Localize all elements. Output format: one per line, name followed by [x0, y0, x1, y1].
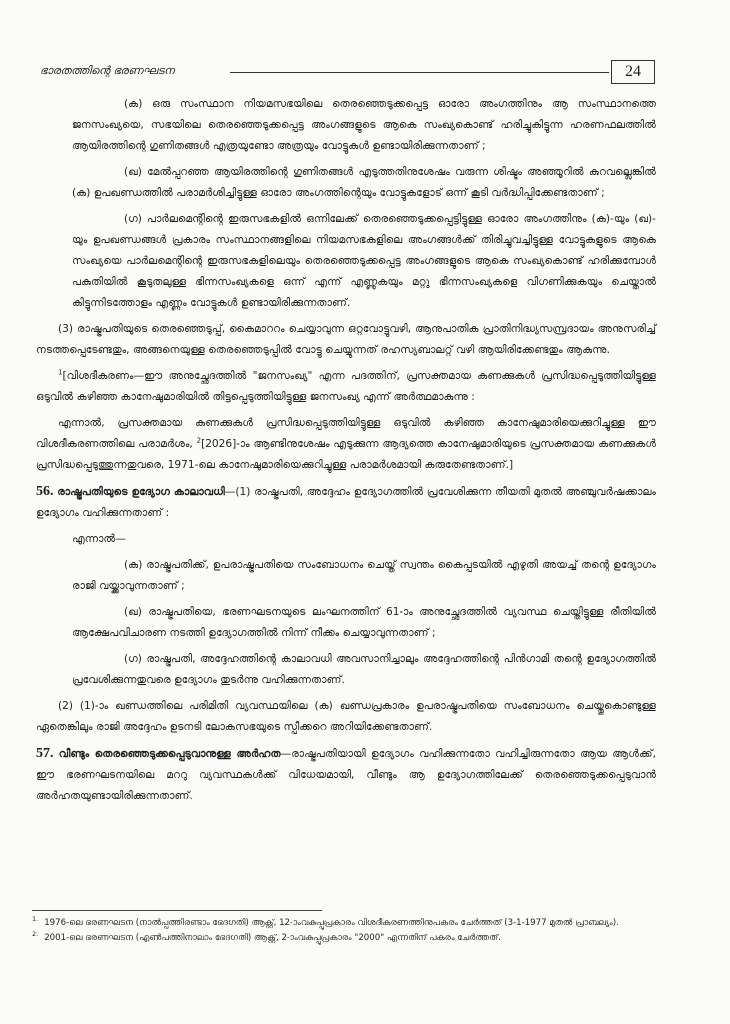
section-56-text: —(1) രാഷ്ട്രപതി, അദ്ദേഹം ഉദ്യോഗത്തിൽ പ്രവേശിക്കുന്ന തീയതി മുതൽ അഞ്ചുവർഷക്കാലം ഉദ്യോഗം വഹിക്കുന്നതാണ് :: [36, 486, 656, 519]
explanation-paragraph: [36, 366, 656, 408]
section-56-heading: രാഷ്ട്രപതിയുടെ ഉദ്യോഗ കാലാവധി: [57, 486, 225, 498]
footnote-1-text: 1976-ലെ ഭരണഘടന (നാൽപ്പത്തിരണ്ടാം ഭേദഗതി) ആക്റ്റ്, 12-ാംവകുപ്പുപ്രകാരം വിശദീകരണത്തിനുപകരം ചേർത്തത് (3-1-1977 മുതൽ പ്രാബല്യം).: [44, 918, 619, 928]
footnote-2-mark: 2.: [32, 930, 39, 939]
footnote-marker-2: 2: [196, 436, 202, 445]
document-body: [36, 94, 657, 812]
footnotes: [32, 916, 652, 946]
footnote-1-mark: 1.: [32, 915, 39, 924]
clause-kha-1: (ഖ) മേൽപ്പറഞ്ഞ ആയിരത്തിന്റെ ഗുണിതങ്ങൾ എടുത്തതിനുശേഷം വരുന്ന ശിഷ്ടം അഞ്ഞൂറിൽ കുറവല്ലെങ്കിൽ (ക) ഉപഖണ്ഡത്തിൽ പരാമർശിച്ചിട്ടുള്ള ഓരോ അംഗത്തിന്റെയും വോട്ടുകളോട് ഒന്ന് കൂടി വർദ്ധിപ്പിക്കേണ്ടതാണ് ;: [72, 166, 656, 199]
proviso-paragraph: [36, 413, 656, 476]
section-57-number: 57.: [36, 746, 54, 761]
explanation-text: [വിശദീകരണം—ഈ അനുച്ഛേദത്തിൽ "ജനസംഖ്യ" എന്ന പദത്തിന്, പ്രസക്തമായ കണക്കുകൾ പ്രസിദ്ധപ്പെടുത്തിയിട്ടുള്ള ഒടുവിൽ കഴിഞ്ഞ കാനേഷുമാരിയിൽ തിട്ടപ്പെടുത്തിയിട്ടുള്ള ജനസംഖ്യ എന്ന് അർത്ഥമാകുന്നു :: [36, 370, 656, 403]
clause-ka-2: (ക) രാഷ്ട്രപതിക്ക്, ഉപരാഷ്ട്രപതിയെ സംബോധനം ചെയ്ത് സ്വന്തം കൈപ്പടയിൽ എഴുതി അയച്ച് തന്റെ ഉദ്യോഗം രാജി വയ്ക്കാവുന്നതാണ് ;: [72, 559, 656, 592]
page-header: [40, 60, 655, 86]
footnote-1: [32, 916, 652, 931]
section-57-heading: വീണ്ടും തെരഞ്ഞെടുക്കപ്പെടുവാനുള്ള അർഹത: [58, 748, 281, 760]
running-title: ഭാരതത്തിന്റെ ഭരണഘടന: [40, 64, 175, 77]
clause-3: (3) രാഷ്ട്രപതിയുടെ തെരഞ്ഞെടുപ്പ്, കൈമാററം ചെയ്യാവുന്ന ഒറ്റവോട്ടുവഴി, ആനുപാതിക പ്രാതിനിദ്ധ്യസമ്പ്രദായം അനുസരിച്ച് നടത്തപ്പെടേണ്ടതും, അങ്ങനെയുള്ള തെരഞ്ഞെടുപ്പിൽ വോട്ടു ചെയ്യുന്നത് രഹസ്യബാലറ്റ് വഴി ആയിരിക്കേണ്ടതും ആകുന്നു.: [36, 323, 656, 356]
footnote-2-text: 2001-ലെ ഭരണഘടന (എൺപത്തിനാലാം ഭേദഗതി) ആക്റ്റ്, 2-ാംവകുപ്പുപ്രകാരം "2000" എന്നതിന് പകരം ചേർത്തത്.: [44, 933, 501, 943]
proviso-text-b: [2026]-ാം ആണ്ടിനുശേഷം എടുക്കുന്ന ആദ്യത്തെ കാനേഷുമാരിയുടെ പ്രസക്തമായ കണക്കുകൾ പ്രസിദ്ധപ്പെടുത്തുന്നതുവരെ, 1971-ലെ കാനേഷുമാരിയെക്കുറിച്ചുള്ള പരാമർശമായി കരുതേണ്ടതാണ്.]: [36, 438, 656, 471]
clause-ga-2: (ഗ) രാഷ്ട്രപതി, അദ്ദേഹത്തിന്റെ കാലാവധി അവസാനിച്ചാലും അദ്ദേഹത്തിന്റെ പിൻഗാമി തന്റെ ഉദ്യോഗത്തിൽ പ്രവേശിക്കുന്നതുവരെ ഉദ്യോഗം തുടർന്നു വഹിക്കുന്നതാണ്.: [72, 653, 656, 686]
footnote-marker-1: 1: [58, 368, 63, 377]
section-56-number: 56.: [36, 484, 54, 499]
footnote-2: [32, 931, 652, 946]
header-rule: [230, 72, 609, 73]
footnote-rule: [32, 910, 322, 911]
clause-kha-2: (ഖ) രാഷ്ട്രപതിയെ, ഭരണഘടനയുടെ ലംഘനത്തിന് 61-ാം അനുച്ഛേദത്തിൽ വ്യവസ്ഥ ചെയ്തിട്ടുള്ള രീതിയിൽ ആക്ഷേപവിചാരണ നടത്തി ഉദ്യോഗത്തിൽ നിന്ന് നീക്കം ചെയ്യാവുന്നതാണ് ;: [72, 606, 656, 639]
section-56-clause-2: (2) (1)-ാം ഖണ്ഡത്തിലെ പരിമിതി വ്യവസ്ഥയിലെ (ക) ഖണ്ഡപ്രകാരം ഉപരാഷ്ട്രപതിയെ സംബോധനം ചെയ്തുകൊണ്ടുള്ള ഏതെങ്കിലും രാജി അദ്ദേഹം ഉടനടി ലോകസഭയുടെ സ്പീക്കറെ അറിയിക്കേണ്ടതാണ്.: [36, 700, 656, 733]
page-number: 24: [611, 60, 655, 84]
section-56: [36, 481, 656, 524]
section-57: [36, 743, 656, 807]
proviso-text-a: എന്നാൽ, പ്രസക്തമായ കണക്കുകൾ പ്രസിദ്ധപ്പെടുത്തിയിട്ടുള്ള ഒടുവിൽ കഴിഞ്ഞ കാനേഷുമാരിയെക്കുറിച്ചുള്ള ഈ വിശദീകരണത്തിലെ പരാമർശം,: [36, 417, 656, 450]
clause-ga-1: (ഗ) പാർലമെന്റിന്റെ ഇരുസഭകളിൽ ഒന്നിലേക്ക് തെരഞ്ഞെടുക്കപ്പെട്ടിട്ടുള്ള ഓരോ അംഗത്തിനും (ക)-യും (ഖ)-യും ഉപഖണ്ഡങ്ങൾ പ്രകാരം സംസ്ഥാനങ്ങളിലെ നിയമസഭകളിലെ അംഗങ്ങൾക്ക് തിരിച്ചുവച്ചിട്ടുള്ള വോട്ടുകളുടെ ആകെ സംഖ്യയെ പാർലമെന്റിന്റെ ഇരുസഭകളിലെയും തെരഞ്ഞെടുക്കപ്പെട്ട അംഗങ്ങളുടെ ആകെ സംഖ്യകൊണ്ട് ഹരിക്കുമ്പോൾ പകുതിയിൽ കൂടുതലുള്ള ഭിന്നസംഖ്യകളെ ഒന്ന് എന്ന് എണ്ണുകയും മറ്റു ഭിന്നസംഖ്യകളെ വിഗണിക്കുകയും ചെയ്താൽ കിട്ടുന്നിടത്തോളം എണ്ണം വോട്ടുകൾ ഉണ്ടായിരിക്കുന്നതാണ്.: [72, 213, 656, 309]
proviso-intro: എന്നാൽ—: [72, 533, 126, 545]
section-57-text: —രാഷ്ട്രപതിയായി ഉദ്യോഗം വഹിക്കുന്നതോ വഹിച്ചിരുന്നതോ ആയ ആൾക്ക്, ഈ ഭരണഘടനയിലെ മററു വ്യവസ്ഥകൾക്ക് വിധേയമായി, വീണ്ടും ആ ഉദ്യോഗത്തിലേക്ക് തെരഞ്ഞെടുക്കപ്പെടുവാൻ അർഹതയുണ്ടായിരിക്കുന്നതാണ്.: [36, 748, 657, 802]
clause-ka-1: (ക) ഒരു സംസ്ഥാന നിയമസഭയിലെ തെരഞ്ഞെടുക്കപ്പെട്ട ഓരോ അംഗത്തിനും ആ സംസ്ഥാനത്തെ ജനസംഖ്യയെ, സഭയിലെ തെരഞ്ഞെടുക്കപ്പെട്ട അംഗങ്ങളുടെ ആകെ സംഖ്യകൊണ്ട് ഹരിച്ചുകിട്ടുന്ന ഹരണഫലത്തിൽ ആയിരത്തിന്റെ ഗുണിതങ്ങൾ എത്രയുണ്ടോ അത്രയും വോട്ടുകൾ ഉണ്ടായിരിക്കുന്നതാണ് ;: [72, 98, 656, 152]
